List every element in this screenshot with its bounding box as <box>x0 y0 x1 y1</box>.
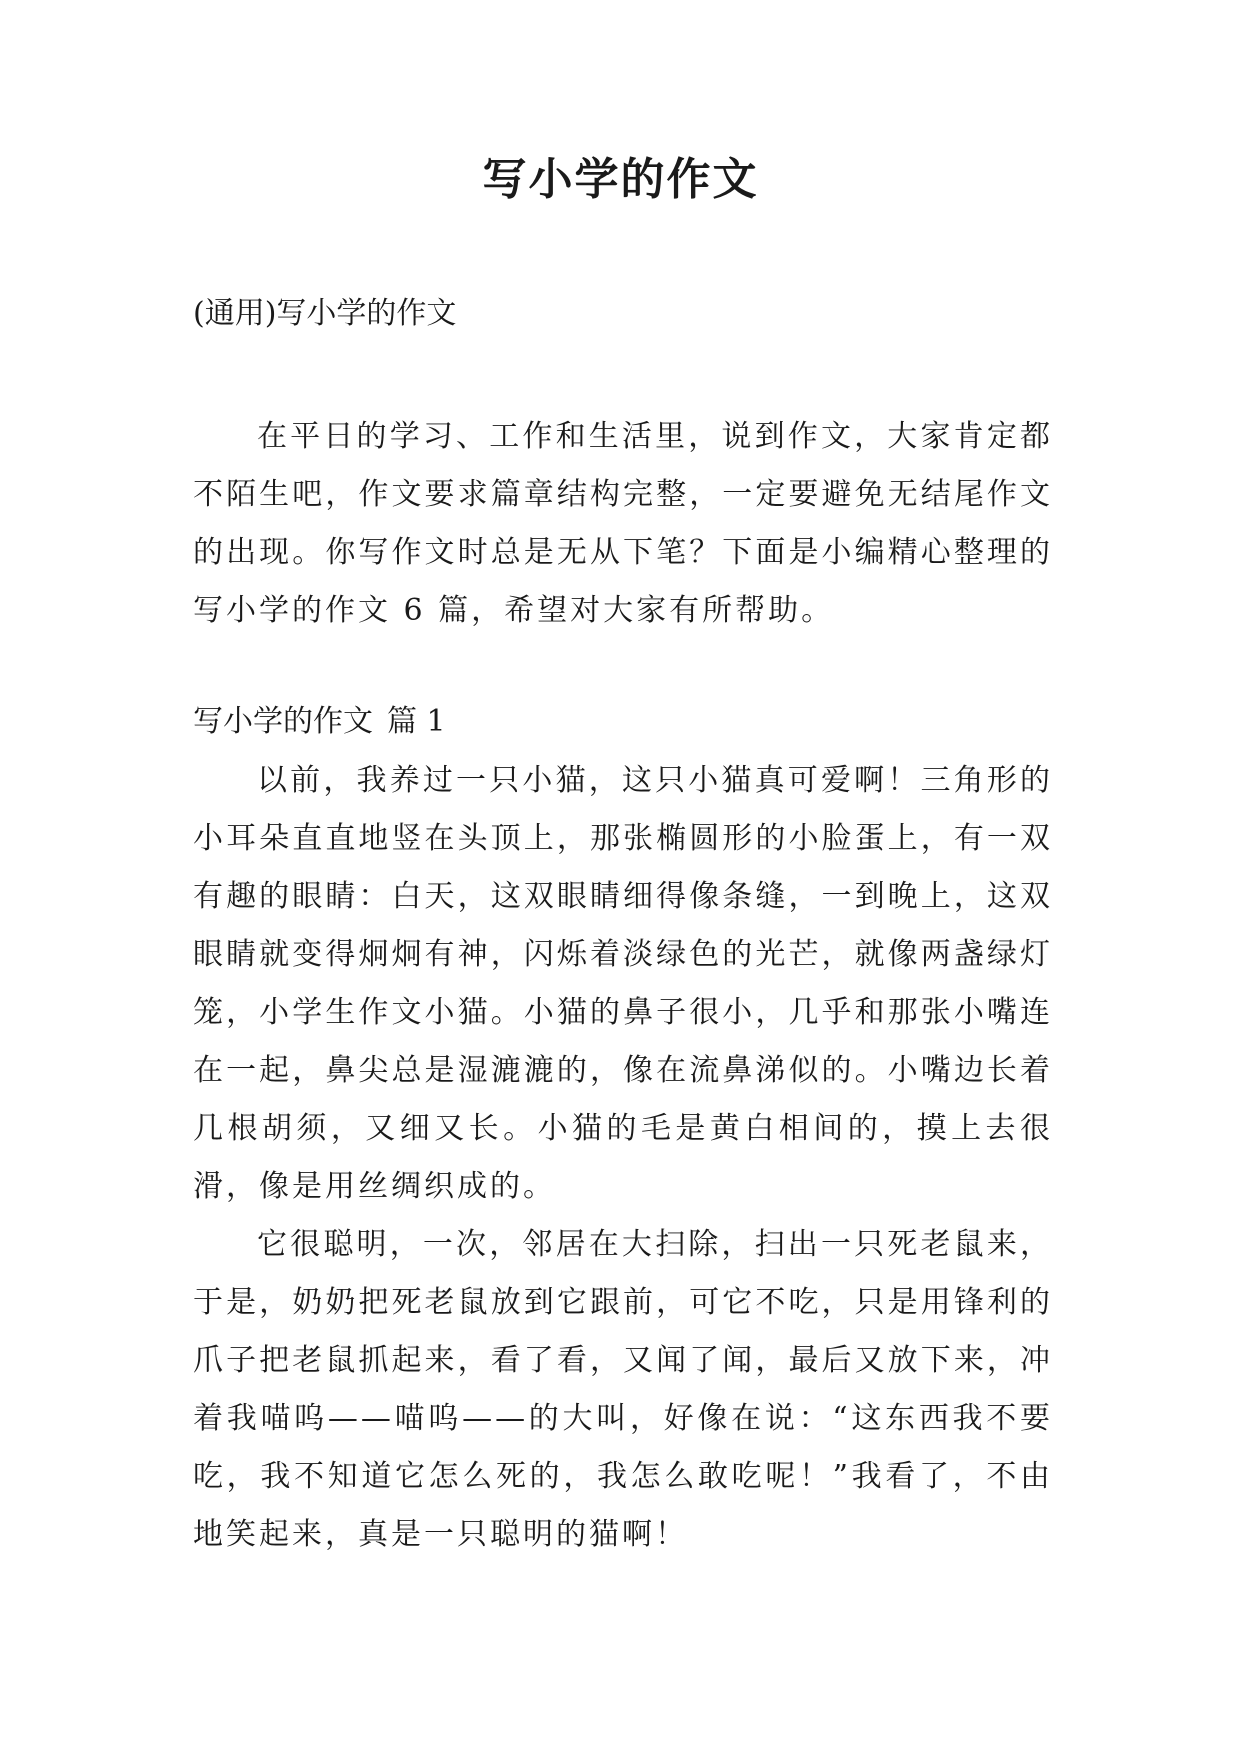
document-title: 写小学的作文 <box>482 154 759 205</box>
document-subtitle: (通用)写小学的作文 <box>193 296 457 331</box>
body-paragraph-2: 它很聪明，一次，邻居在大扫除，扫出一只死老鼠来，于是，奶奶把死老鼠放到它跟前，可它不吃，只是用锋利的爪子把老鼠抓起来，看了看，又闻了闻，最后又放下来，冲着我喵呜——喵呜——的大叫，好像在说：“这东西我不要吃，我不知道它怎么死的，我怎么敢吃呢！”我看了，不由地笑起来，真是一只聪明的猫啊！ <box>193 1227 1053 1552</box>
section-number: 篇 1 <box>387 704 446 739</box>
section-heading-text: 写小学的作文 <box>193 704 373 739</box>
intro-paragraph: 在平日的学习、工作和生活里，说到作文，大家肯定都不陌生吧，作文要求篇章结构完整，一定要避免无结尾作文的出现。你写作文时总是无从下笔？下面是小编精心整理的写小学的作文 6 篇，希望对大家有所帮助。 <box>193 419 1053 628</box>
body-paragraph-1: 以前，我养过一只小猫，这只小猫真可爱啊！三角形的小耳朵直直地竖在头顶上，那张椭圆形的小脸蛋上，有一双有趣的眼睛：白天，这双眼睛细得像条缝，一到晚上，这双眼睛就变得炯炯有神，闪烁着淡绿色的光芒，就像两盏绿灯笼，小学生作文小猫。小猫的鼻子很小，几乎和那张小嘴连在一起，鼻尖总是湿漉漉的，像在流鼻涕似的。小嘴边长着几根胡须，又细又长。小猫的毛是黄白相间的，摸上去很滑，像是用丝绸织成的。 <box>193 763 1053 1204</box>
section-heading <box>193 700 446 744</box>
